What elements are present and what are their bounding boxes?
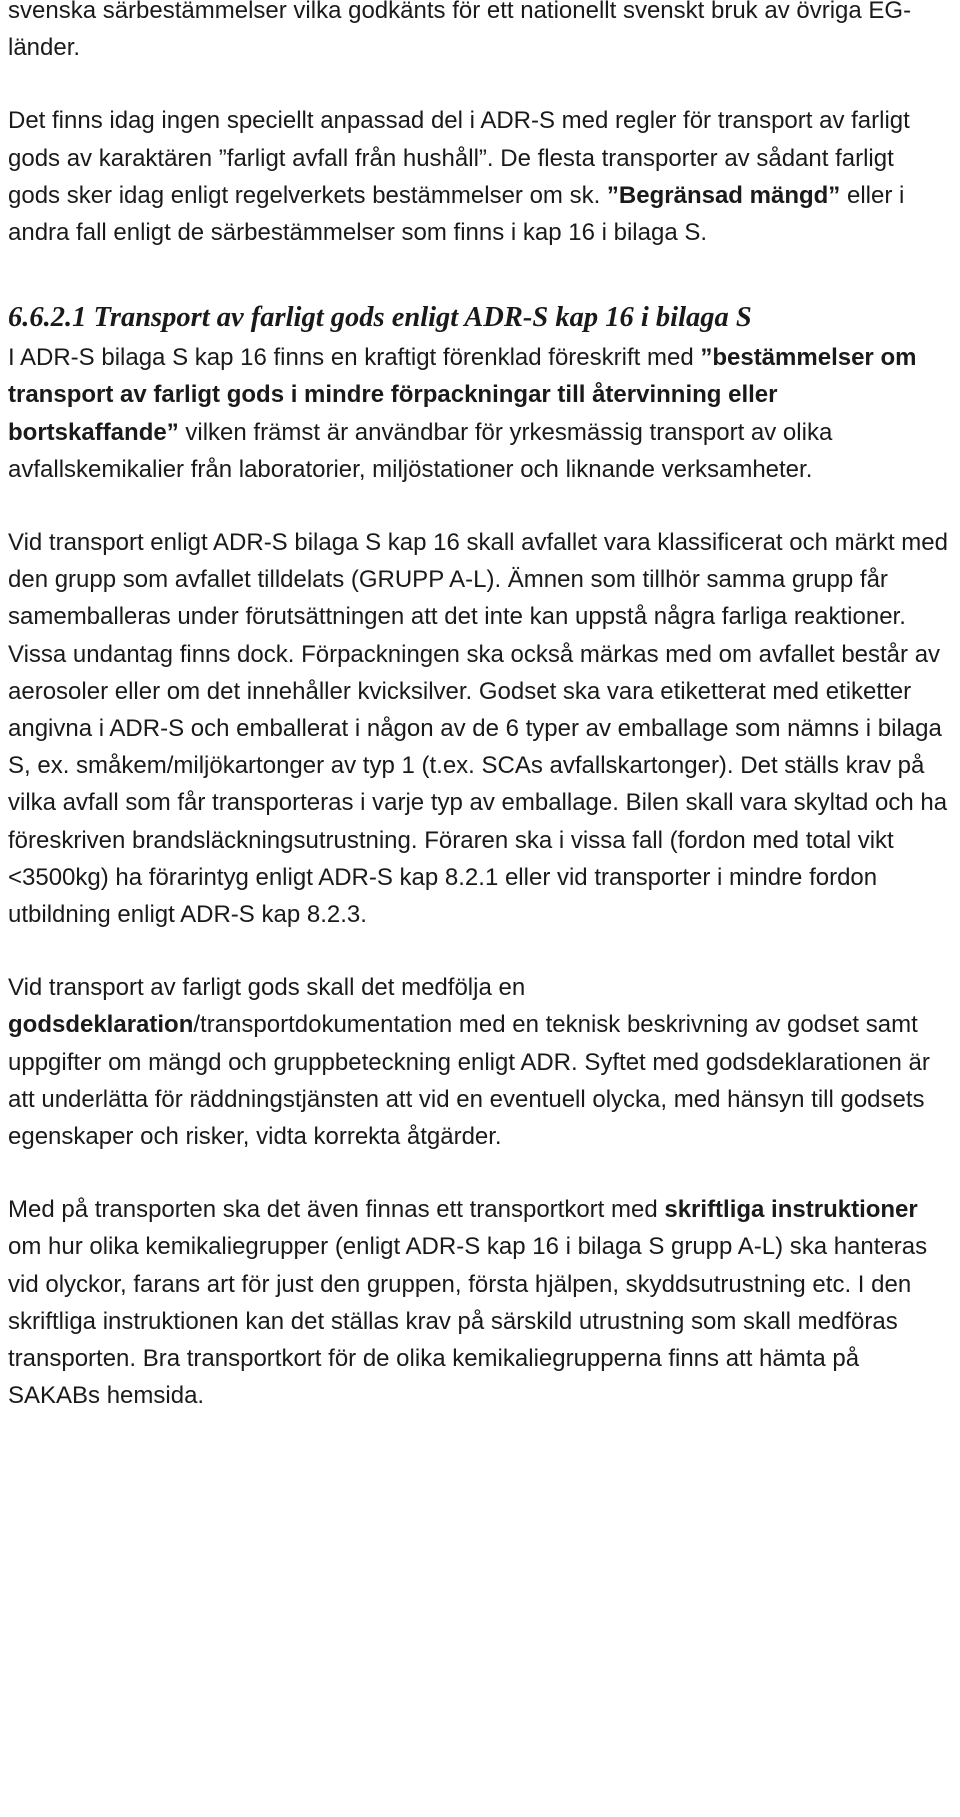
section-paragraph-1-bold-term: ”bestämmelser om transport av farligt gods i mindre förpackningar till återvinning eller bortskaffande” (8, 344, 917, 446)
section-paragraph-4-bold-term: skriftliga instruktioner (664, 1196, 918, 1224)
section-paragraph-2-text: Vid transport enligt ADR-S bilaga S kap 16 skall avfallet vara klassificerat och märkt med den grupp som avfallet tilldelats (GRUPP A-L). Ämnen som tillhör samma grupp får samemballeras under förutsättningen att det inte kan uppstå några farliga reaktioner. Vissa undantag finns dock. Förpackningen ska också märkas med om avfallet består av aerosoler eller om det innehåller kvicksilver. Godset ska vara etiketterat med etiketter angivna i ADR-S och emballerat i någon av de 6 typer av emballage som nämns i bilaga S, ex. småkem/miljökartonger av typ 1 (t.ex. SCAs avfallskartonger). Det ställs krav på vilka avfall som får transporteras i varje typ av emballage. Bilen skall vara skyltad och ha föreskriven brandsläckningsutrustning. Föraren ska i vissa fall (fordon med total vikt <3500kg) ha förarintyg enligt ADR-S kap 8.2.1 eller vid transporter i mindre fordon utbildning enligt ADR-S kap 8.2.3. (8, 529, 948, 929)
intro-paragraph-1-text: svenska särbestämmelser vilka godkänts för ett nationellt svenskt bruk av övriga EG-länder. (8, 0, 912, 62)
section-paragraph-3-text-2: /transportdokumentation med en teknisk beskrivning av godset samt uppgifter om mängd och gruppbeteckning enligt ADR. Syftet med godsdeklarationen är att underlätta för räddningstjänsten att vid en eventuell olycka, med hänsyn till godsets egenskaper och risker, vidta korrekta åtgärder. (8, 1011, 930, 1151)
section-paragraph-3-text-1: Vid transport av farligt gods skall det medfölja en (8, 974, 526, 1002)
section-heading (8, 299, 950, 337)
intro-paragraph-2-bold-term: ”Begränsad mängd” (606, 181, 841, 209)
section-paragraph-3 (8, 969, 950, 1155)
section-paragraph-1-text-1: I ADR-S bilaga S kap 16 finns en kraftigt förenklad föreskrift med (8, 344, 701, 372)
intro-paragraph-2-text-1: Det finns idag ingen speciellt anpassad del i ADR-S med regler för transport av farligt gods av karaktären ”farligt avfall från hushåll”. De flesta transporter av sådant farligt gods sker idag enligt regelverkets bestämmelser om sk. (8, 107, 910, 209)
section-paragraph-1 (8, 339, 950, 488)
intro-paragraph-2-text-2: eller i andra fall enligt de särbestämmelser som finns i kap 16 i bilaga S. (8, 181, 905, 247)
section-paragraph-3-bold-term: godsdeklaration (8, 1011, 194, 1039)
section-paragraph-1-text-2: vilken främst är användbar för yrkesmässig transport av olika avfallskemikalier från laboratorier, miljöstationer och liknande verksamheter. (8, 418, 833, 483)
section-paragraph-4 (8, 1191, 950, 1414)
intro-paragraph-2 (8, 102, 950, 251)
section-paragraph-4-text-2: om hur olika kemikaliegrupper (enligt ADR-S kap 16 i bilaga S grupp A-L) ska hanteras vid olyckor, farans art för just den gruppen, första hjälpen, skyddsutrustning etc. I den skriftliga instruktionen kan det ställas krav på särskild utrustning som skall medföras transporten. Bra transportkort för de olika kemikaliegrupperna finns att hämta på SAKABs hemsida. (8, 1233, 928, 1410)
section-paragraph-4-text-1: Med på transporten ska det även finnas ett transportkort med (8, 1196, 665, 1224)
section-paragraph-2 (8, 524, 950, 933)
section-heading-text: 6.6.2.1 Transport av farligt gods enligt ADR-S kap 16 i bilaga S (8, 302, 752, 334)
intro-paragraph-1 (8, 0, 950, 66)
